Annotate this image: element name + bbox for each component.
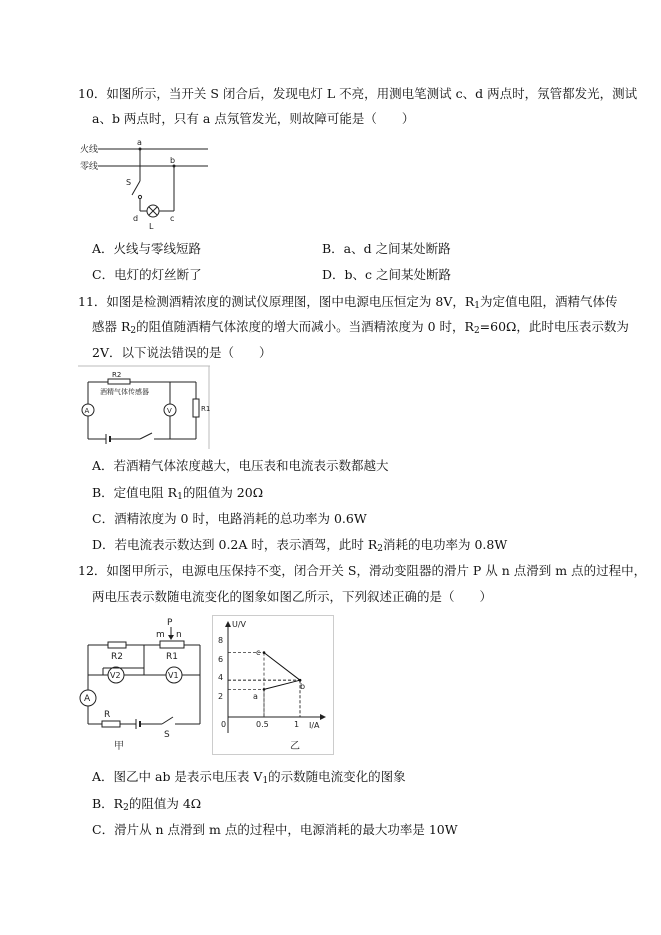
q11-r2-label: R2 <box>112 371 122 379</box>
graph-x-label: I/A <box>309 721 320 730</box>
q12-rheostat-r1 <box>160 641 184 648</box>
graph-point-c: c <box>256 648 261 657</box>
q11-r1-label: R1 <box>201 405 210 413</box>
q12-point-m: m <box>156 630 165 640</box>
q10-option-d: D．b、c 之间某处断路 <box>322 267 451 282</box>
q10-option-b: B．a、d 之间某处断路 <box>322 241 451 256</box>
q10-point-d: d <box>133 214 139 223</box>
graph-point-0-0 <box>263 651 266 654</box>
q12-graph-figure <box>212 615 334 755</box>
q12-v2-label: V2 <box>110 671 121 680</box>
graph-point-1-0 <box>263 688 266 691</box>
q11-circuit-figure <box>78 365 210 449</box>
q11-option-a: A．若酒精气体浓度越大，电压表和电流表示数都越大 <box>92 458 389 473</box>
q12-option-b: B．$R_2$的阻值为 4Ω <box>92 796 202 813</box>
q11-stem-line3: 2V．以下说法错误的是（ ） <box>92 345 272 360</box>
q10-point-c: c <box>170 214 175 223</box>
q10-switch-label: S <box>126 178 132 187</box>
q12-slider-p-label: P <box>167 618 173 628</box>
q12-stem-line1: 12．如图甲所示，电源电压保持不变，闭合开关 S，滑动变阻器的滑片 P 从 n 点滑到 m 点的过程中， <box>78 563 647 578</box>
q11-resistor-r2 <box>108 379 130 384</box>
q12-resistor-r <box>102 721 120 727</box>
q11-resistor-r1 <box>193 399 199 417</box>
q12-r-label: R <box>104 710 111 720</box>
q11-stem-line2: 感器 $R_2$的阻值随酒精气体浓度的增大而减小。当酒精浓度为 0 时，$R_2=60\Omega$，此时电压表示数为 <box>92 319 629 336</box>
q12-point-n: n <box>176 630 182 640</box>
graph-y-label: U/V <box>232 620 247 629</box>
graph-point-a: a <box>253 692 258 701</box>
q10-circuit-figure <box>78 135 218 230</box>
q11-voltmeter-label: V <box>167 407 172 415</box>
q10-point-b: b <box>170 156 176 165</box>
q10-stem-line1: 10．如图所示，当开关 S 闭合后，发现电灯 L 不亮，用测电笔测试 c、d 两点时，氖管都发光，测试 <box>78 86 638 101</box>
q12-r2-label: R2 <box>111 652 123 662</box>
q12-stem-line2: 两电压表示数随电流变化的图象如图乙所示，下列叙述正确的是（ ） <box>92 589 493 604</box>
q11-option-d: D．若电流表示数达到 0.2A 时，表示酒驾，此时 $R_2$消耗的电功率为 0.8W <box>92 537 508 554</box>
q12-fig-yi-label: 乙 <box>290 741 300 752</box>
q12-ammeter-label: A <box>84 694 91 704</box>
graph-series-line-1 <box>264 680 300 689</box>
q11-option-b: B．定值电阻 $R_1$的阻值为 20Ω <box>92 485 264 502</box>
q12-option-c: C．滑片从 n 点滑到 m 点的过程中，电源消耗的最大功率是 10W <box>92 822 458 837</box>
q10-lamp-label: L <box>149 222 154 230</box>
graph-y-tick-8: 8 <box>218 636 224 645</box>
q12-option-a: A．图乙中 ab 是表示电压表 $V_1$的示数随电流变化的图象 <box>92 769 406 786</box>
q12-r1-label: R1 <box>166 652 178 662</box>
q11-stem-line1: 11．如图是检测酒精浓度的测试仪原理图，图中电源电压恒定为 8V，$R_1$为定值电阻，酒精气体传 <box>78 294 618 311</box>
q11-ammeter-label: A <box>84 407 90 415</box>
graph-x-tick-0: 0 <box>221 720 227 729</box>
q10-zero-label: 零线 <box>80 162 99 172</box>
q11-sensor-label: 酒精气体传感器 <box>100 388 149 396</box>
graph-x-tick-1: 1 <box>294 720 300 729</box>
q10-option-c: C．电灯的灯丝断了 <box>92 267 202 282</box>
q10-option-a: A．火线与零线短路 <box>92 241 202 256</box>
graph-point-b: b <box>300 682 306 691</box>
graph-x-tick-05: 0.5 <box>256 720 269 729</box>
graph-y-tick-6: 6 <box>218 655 224 664</box>
q11-option-c: C．酒精浓度为 0 时，电路消耗的总功率为 0.6W <box>92 511 367 526</box>
q12-fig-jia-label: 甲 <box>114 741 124 752</box>
q12-circuit-figure <box>78 615 210 755</box>
q12-v1-label: V1 <box>168 671 179 680</box>
graph-series-line-0 <box>264 653 300 681</box>
graph-y-tick-4: 4 <box>218 673 224 682</box>
graph-y-tick-2: 2 <box>218 692 224 701</box>
q12-switch-label: S <box>164 730 170 740</box>
q10-fire-label: 火线 <box>80 145 99 155</box>
q10-stem-line2: a、b 两点时，只有 a 点氖管发光，则故障可能是（ ） <box>92 111 415 126</box>
q10-point-a: a <box>137 138 142 147</box>
q12-resistor-r2 <box>108 642 126 648</box>
